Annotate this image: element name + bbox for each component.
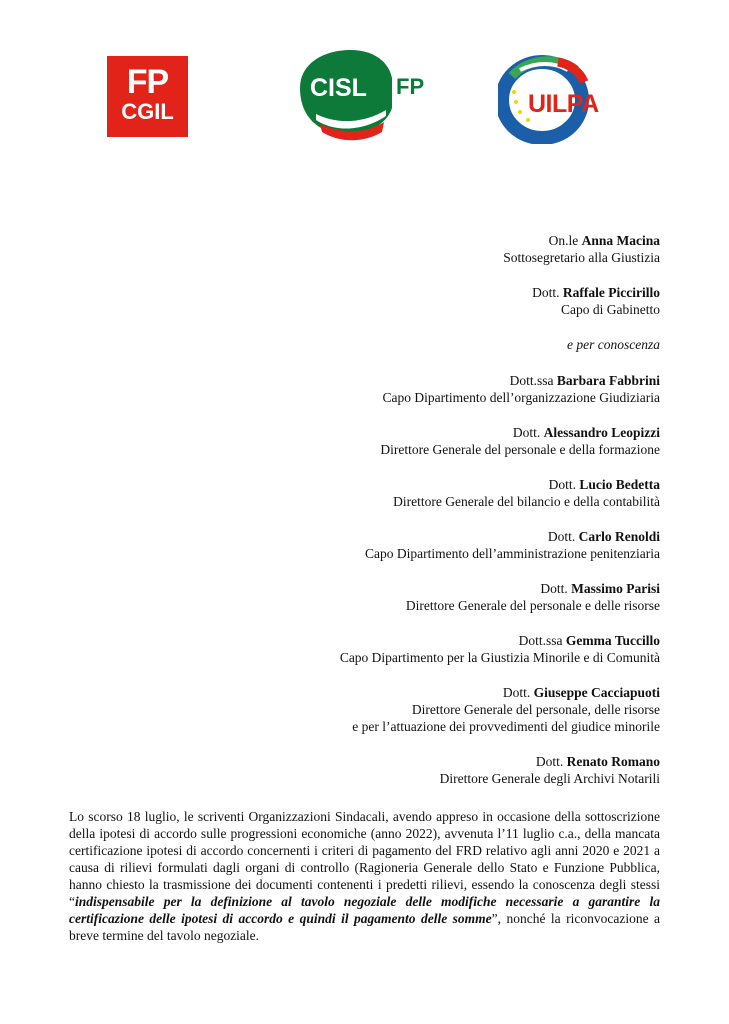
recipient-role: Capo Dipartimento per la Giustizia Minorile e di Comunità [339, 650, 660, 665]
cgil-logo-line1: FP [126, 63, 169, 101]
recipient-role: Direttore Generale degli Archivi Notarili [439, 771, 660, 786]
recipient-role: Direttore Generale del personale, delle risorse [411, 702, 660, 717]
recipient-name: Barbara Fabbrini [556, 373, 660, 388]
cc-recipient [180, 632, 660, 666]
recipient-title: Dott. [547, 529, 579, 544]
cc-recipient [180, 372, 660, 406]
recipient-title: Dott. [548, 477, 580, 492]
recipient-name: Gemma Tuccillo [565, 633, 660, 648]
recipient-role: Direttore Generale del personale e della formazione [380, 442, 660, 457]
recipient-title: Dott.ssa [509, 373, 557, 388]
cc-recipient [180, 424, 660, 458]
recipient-role: Capo Dipartimento dell’organizzazione Giudiziaria [382, 390, 660, 405]
recipient-role: Direttore Generale del personale e delle risorse [405, 598, 660, 613]
recipient-title: Dott. [502, 685, 534, 700]
recipient-name: Carlo Renoldi [578, 529, 660, 544]
uilpa-logo-word: UILPA [528, 90, 599, 118]
recipient-role: Capo Dipartimento dell’amministrazione penitenziaria [364, 546, 660, 561]
recipient-name: Renato Romano [566, 754, 660, 769]
recipient-name: Lucio Bedetta [579, 477, 660, 492]
cisl-fp-logo [296, 48, 436, 144]
body-text-part2: ”, nonché la riconvocazione a breve termine del tavolo negoziale. [69, 911, 660, 943]
recipient-title: Dott. [512, 425, 544, 440]
recipient-title: Dott. [532, 285, 563, 300]
cc-recipient [180, 684, 660, 735]
recipient-name: Anna Macina [581, 233, 660, 248]
recipient-title: On.le [548, 233, 582, 248]
letter-body [69, 808, 660, 944]
recipient-name: Giuseppe Cacciapuoti [533, 685, 660, 700]
recipient-role: Sottosegretario alla Giustizia [503, 250, 660, 265]
cc-label: e per conoscenza [567, 337, 660, 352]
cgil-logo-line2: CGIL [121, 99, 174, 124]
cc-recipient [180, 476, 660, 510]
recipient-block [180, 232, 660, 805]
logo-bar [0, 48, 729, 148]
recipient-name: Raffale Piccirillo [562, 285, 660, 300]
cisl-logo-suffix: FP [396, 74, 425, 99]
recipient-role: Direttore Generale del bilancio e della contabilità [393, 494, 660, 509]
fp-cgil-logo [107, 56, 188, 137]
recipient-role: e per l’attuazione dei provvedimenti del giudice minorile [352, 719, 660, 734]
cc-recipient [180, 580, 660, 614]
recipient-title: Dott. [535, 754, 567, 769]
cc-recipient [180, 753, 660, 787]
recipient-title: Dott.ssa [518, 633, 566, 648]
recipient-title: Dott. [540, 581, 572, 596]
recipient [180, 284, 660, 318]
recipient-name: Massimo Parisi [571, 581, 660, 596]
recipient-role: Capo di Gabinetto [561, 302, 660, 317]
recipient [180, 232, 660, 266]
body-quote: indispensabile per la definizione al tavolo negoziale delle modifiche necessarie a garantire la certificazione delle ipotesi di accordo e quindi il pagamento delle somme [69, 894, 660, 926]
cisl-logo-word: CISL [310, 74, 367, 102]
body-text-part1: Lo scorso 18 luglio, le scriventi Organizzazioni Sindacali, avendo appreso in occasione della sottoscrizione della ipotesi di accordo sulle progressioni economiche (anno 2022), avvenuta l’11 luglio c.a., della mancata certificazione ipotesi di accordo concernenti i criteri di pagamento del FRD relativo agli anni 2020 e 2021 a causa di rilievi formulati dagli organi di controllo (Ragioneria Generale dello Stato e Funzione Pubblica, hanno chiesto la trasmissione dei documenti contenenti i predetti rilievi, essendo la conoscenza degli stessi “ [69, 809, 660, 909]
cc-recipient [180, 528, 660, 562]
uilpa-logo [498, 52, 628, 144]
recipient-name: Alessandro Leopizzi [543, 425, 660, 440]
